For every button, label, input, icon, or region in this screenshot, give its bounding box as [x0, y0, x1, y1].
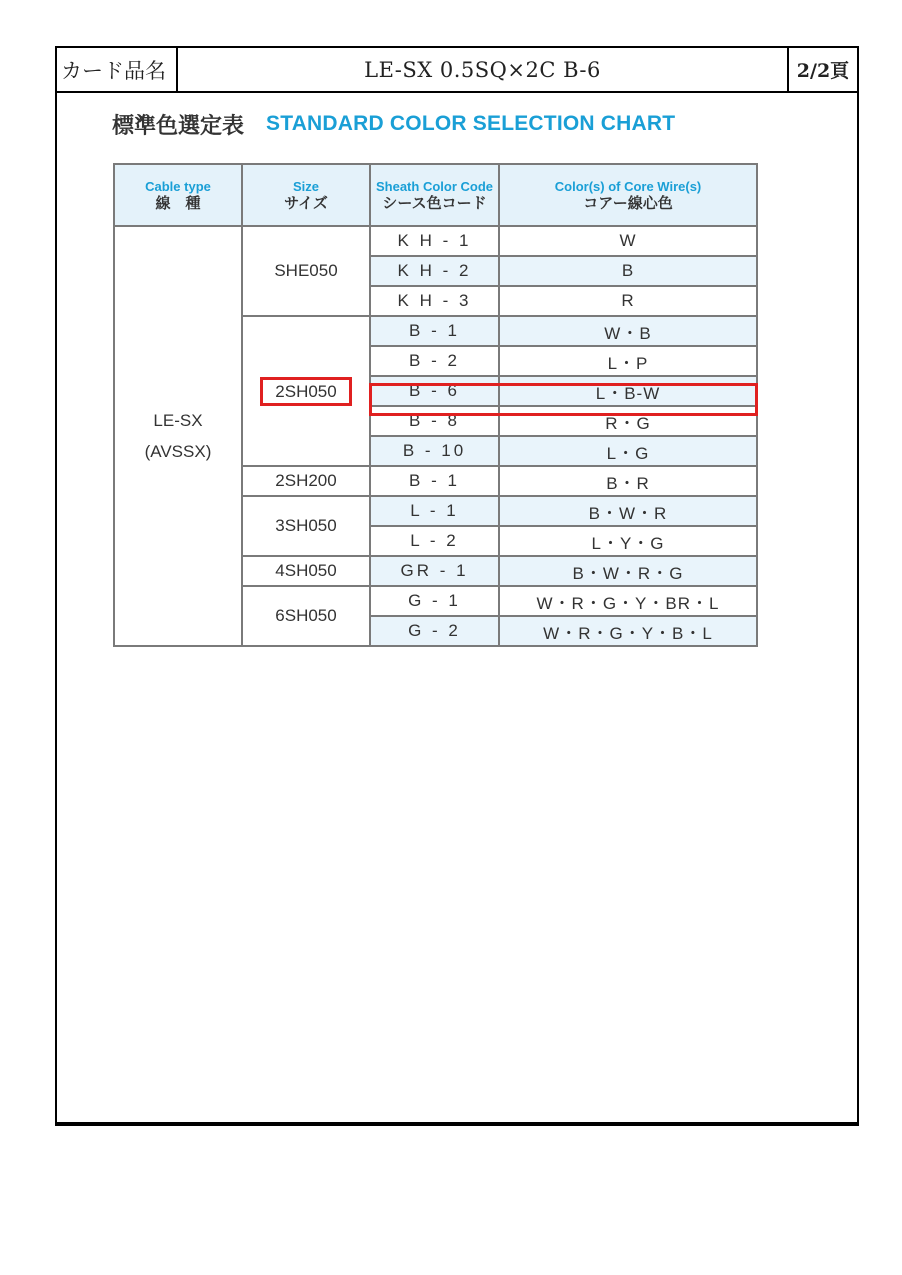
size-cell-highlighted [242, 316, 370, 466]
column-header-cable-type [114, 164, 242, 226]
column-header-jp: コアー線心色 [583, 195, 673, 212]
sheath-code-cell: B - 2 [370, 346, 499, 376]
title-block [57, 48, 857, 93]
column-header-en: Cable type [145, 179, 211, 194]
column-header-en: Size [292, 179, 319, 194]
column-header-sheath-code [370, 164, 499, 226]
product-name: LE-SX 0.5SQ×2C B-6 [364, 57, 601, 82]
sheath-code-cell: K H - 3 [370, 286, 499, 316]
core-colors-cell: R・G [499, 406, 757, 436]
column-header-en: Sheath Color Code [375, 179, 493, 194]
size-cell: 6SH050 [242, 586, 370, 646]
chart-title [112, 108, 675, 140]
sheath-code-cell: B - 10 [370, 436, 499, 466]
sheath-code-cell: G - 2 [370, 616, 499, 646]
core-colors-cell: L・Y・G [499, 526, 757, 556]
page-number: 2/2頁 [787, 48, 857, 91]
size-cell: 2SH200 [242, 466, 370, 496]
core-colors-cell: B [499, 256, 757, 286]
sheath-code-cell: B - 6 [370, 376, 499, 406]
highlighted-size: 2SH050 [260, 377, 351, 406]
sheath-code-cell: B - 1 [370, 316, 499, 346]
size-cell: 3SH050 [242, 496, 370, 556]
core-colors-cell: L・B-W [499, 376, 757, 406]
column-header-jp: シース色コード [382, 195, 487, 212]
size-cell: 4SH050 [242, 556, 370, 586]
table-header-row [114, 164, 757, 226]
core-colors-cell: L・P [499, 346, 757, 376]
sheath-code-cell: L - 1 [370, 496, 499, 526]
core-colors-cell: W・R・G・Y・B・L [499, 616, 757, 646]
sheath-code-cell: G - 1 [370, 586, 499, 616]
core-colors-cell: W・B [499, 316, 757, 346]
color-selection-table [113, 163, 758, 647]
chart-title-en: STANDARD COLOR SELECTION CHART [266, 112, 676, 135]
sheath-code-cell: B - 8 [370, 406, 499, 436]
sheath-code-cell: B - 1 [370, 466, 499, 496]
core-colors-cell: B・W・R [499, 496, 757, 526]
size-cell: SHE050 [242, 226, 370, 316]
sheath-code-cell: K H - 2 [370, 256, 499, 286]
core-colors-cell: R [499, 286, 757, 316]
chart-title-jp: 標準色選定表 [112, 113, 245, 139]
core-colors-cell: W・R・G・Y・BR・L [499, 586, 757, 616]
core-colors-cell: B・W・R・G [499, 556, 757, 586]
column-header-en: Color(s) of Core Wire(s) [554, 179, 702, 194]
cable-type-alias: (AVSSX) [144, 442, 212, 461]
core-colors-cell: B・R [499, 466, 757, 496]
column-header-size [242, 164, 370, 226]
core-colors-cell: L・G [499, 436, 757, 466]
column-header-core-colors [499, 164, 757, 226]
card-name-label: カード品名 [57, 48, 178, 91]
sheath-code-cell: L - 2 [370, 526, 499, 556]
sheath-code-cell: K H - 1 [370, 226, 499, 256]
table-row [114, 226, 757, 256]
column-header-jp: サイズ [284, 195, 328, 212]
cable-type-name: LE-SX [153, 411, 203, 430]
sheath-code-cell: GR - 1 [370, 556, 499, 586]
core-colors-cell: W [499, 226, 757, 256]
column-header-jp: 線 種 [155, 195, 201, 212]
cable-type-cell [114, 226, 242, 646]
